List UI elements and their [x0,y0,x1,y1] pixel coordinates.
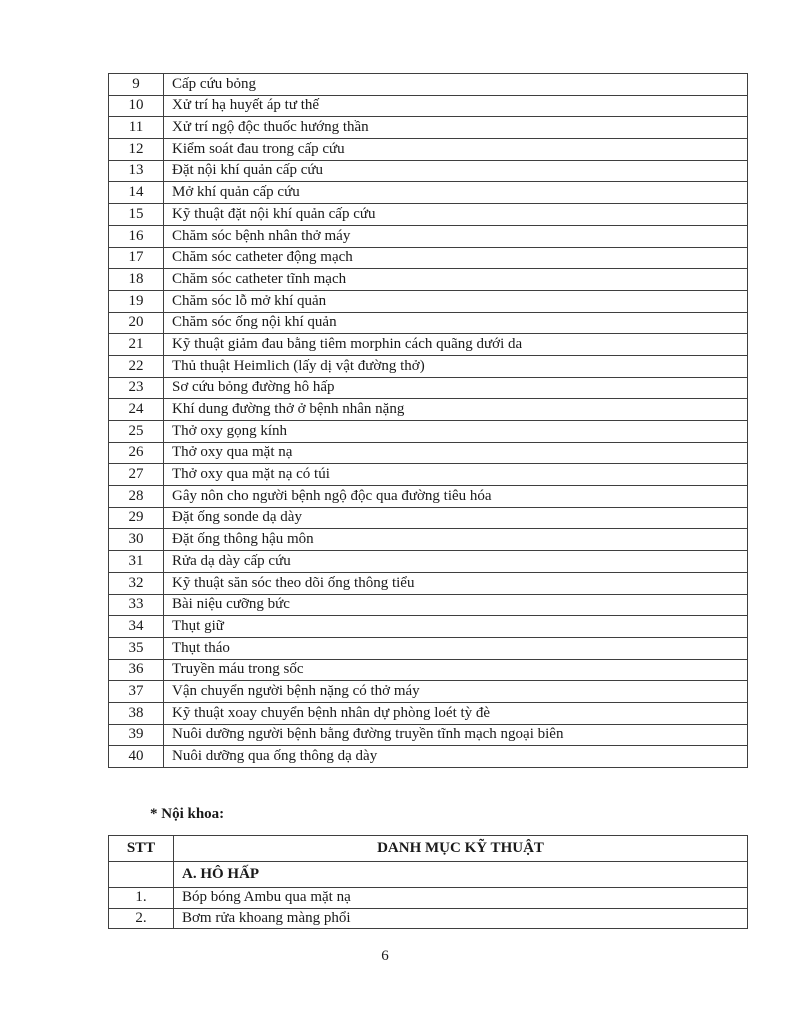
row-text: Nuôi dưỡng người bệnh bằng đường truyền tĩnh mạch ngoại biên [164,724,748,746]
table-row [109,269,748,291]
row-number: 1. [109,888,174,909]
row-number: 12 [109,139,164,161]
table-row [109,160,748,182]
table-row [109,290,748,312]
row-text: Kiểm soát đau trong cấp cứu [164,139,748,161]
table-row [109,637,748,659]
row-text: Rửa dạ dày cấp cứu [164,551,748,573]
table-row [109,659,748,681]
table-row [109,572,748,594]
row-number: 28 [109,486,164,508]
row-number: 21 [109,334,164,356]
table-row [109,551,748,573]
row-number: 40 [109,746,164,768]
table-row [109,204,748,226]
table-row [109,334,748,356]
row-text: Khí dung đường thở ở bệnh nhân nặng [164,399,748,421]
row-text: Xử trí ngộ độc thuốc hướng thần [164,117,748,139]
table-row [109,74,748,96]
table-row [109,95,748,117]
procedures-table-continuation [108,73,748,768]
table-row [109,225,748,247]
row-text: Mở khí quản cấp cứu [164,182,748,204]
row-text: Thở oxy qua mặt nạ có túi [164,464,748,486]
row-number: 38 [109,702,164,724]
row-number: 30 [109,529,164,551]
row-number: 37 [109,681,164,703]
table-row [109,399,748,421]
row-number: 22 [109,355,164,377]
row-number: 29 [109,507,164,529]
row-number: 26 [109,442,164,464]
table-section-row [109,862,748,888]
row-number: 36 [109,659,164,681]
row-text: Vận chuyển người bệnh nặng có thở máy [164,681,748,703]
row-text: Chăm sóc ống nội khí quản [164,312,748,334]
section-heading-noi-khoa: * Nội khoa: [150,806,225,822]
table-row [109,377,748,399]
table-row [109,486,748,508]
row-number: 34 [109,616,164,638]
table-row [109,421,748,443]
section-label: A. HÔ HẤP [174,862,748,888]
table-row [109,464,748,486]
table-row [109,888,748,909]
row-text: Chăm sóc bệnh nhân thở máy [164,225,748,247]
row-text: Chăm sóc catheter động mạch [164,247,748,269]
row-text: Cấp cứu bỏng [164,74,748,96]
table-row [109,182,748,204]
row-number: 20 [109,312,164,334]
table-row [109,139,748,161]
table-row [109,702,748,724]
table-row [109,616,748,638]
header-stt: STT [109,836,174,862]
table-row [109,117,748,139]
row-text: Thụt giữ [164,616,748,638]
table-header-row [109,836,748,862]
row-number: 2. [109,908,174,929]
row-text: Bóp bóng Ambu qua mặt nạ [174,888,748,909]
row-text: Chăm sóc catheter tĩnh mạch [164,269,748,291]
row-number: 18 [109,269,164,291]
row-number: 23 [109,377,164,399]
row-number: 33 [109,594,164,616]
row-number: 24 [109,399,164,421]
table-row [109,529,748,551]
header-danh-muc: DANH MỤC KỸ THUẬT [174,836,748,862]
row-number: 11 [109,117,164,139]
row-number: 13 [109,160,164,182]
row-text: Kỹ thuật săn sóc theo dõi ống thông tiểu [164,572,748,594]
table-row [109,681,748,703]
table-row [109,507,748,529]
row-text: Nuôi dưỡng qua ống thông dạ dày [164,746,748,768]
row-text: Kỹ thuật đặt nội khí quản cấp cứu [164,204,748,226]
page-number: 6 [381,948,389,964]
row-number: 17 [109,247,164,269]
table-row [109,442,748,464]
row-text: Đặt ống thông hậu môn [164,529,748,551]
row-text: Thủ thuật Heimlich (lấy dị vật đường thở) [164,355,748,377]
row-number: 19 [109,290,164,312]
row-text: Chăm sóc lỗ mở khí quản [164,290,748,312]
row-text: Đặt ống sonde dạ dày [164,507,748,529]
row-text: Thụt tháo [164,637,748,659]
row-number: 27 [109,464,164,486]
row-number: 31 [109,551,164,573]
row-text: Truyền máu trong sốc [164,659,748,681]
row-text: Thở oxy qua mặt nạ [164,442,748,464]
table-row [109,908,748,929]
row-number: 39 [109,724,164,746]
row-text: Kỹ thuật xoay chuyển bệnh nhân dự phòng loét tỳ đè [164,702,748,724]
section-empty-cell [109,862,174,888]
row-number: 15 [109,204,164,226]
row-text: Bài niệu cưỡng bức [164,594,748,616]
row-number: 35 [109,637,164,659]
row-number: 32 [109,572,164,594]
table-row [109,594,748,616]
row-number: 14 [109,182,164,204]
row-text: Sơ cứu bỏng đường hô hấp [164,377,748,399]
noi-khoa-table [108,835,748,929]
row-number: 16 [109,225,164,247]
table-row [109,247,748,269]
row-text: Xử trí hạ huyết áp tư thế [164,95,748,117]
row-text: Kỹ thuật giảm đau bằng tiêm morphin cách quãng dưới da [164,334,748,356]
row-text: Thở oxy gọng kính [164,421,748,443]
row-number: 9 [109,74,164,96]
row-text: Bơm rửa khoang màng phổi [174,908,748,929]
row-number: 25 [109,421,164,443]
table-row [109,724,748,746]
table-row [109,312,748,334]
row-text: Đặt nội khí quản cấp cứu [164,160,748,182]
table-row [109,746,748,768]
row-number: 10 [109,95,164,117]
row-text: Gây nôn cho người bệnh ngộ độc qua đường tiêu hóa [164,486,748,508]
table-row [109,355,748,377]
